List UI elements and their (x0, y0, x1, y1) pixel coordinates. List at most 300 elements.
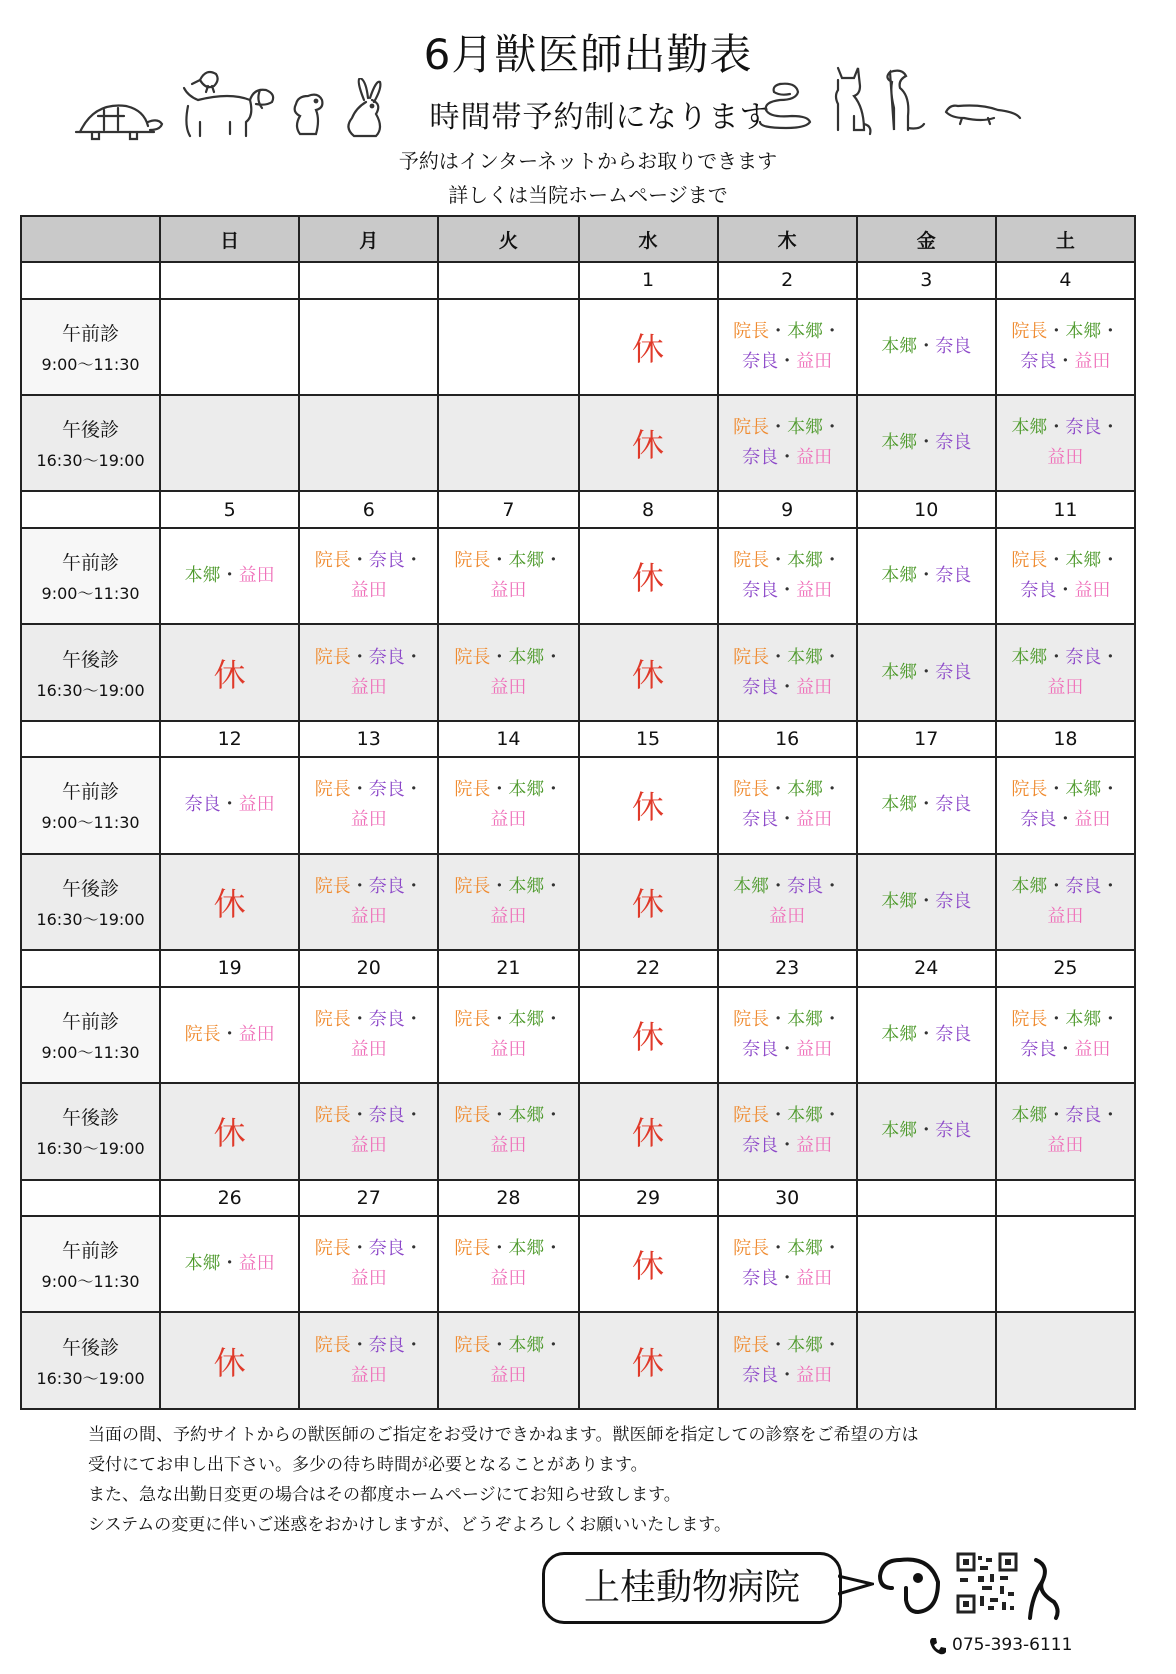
dog-with-bird-icon (180, 66, 280, 140)
doctor-name: 院長 (454, 1008, 491, 1030)
session-time: 16:30〜19:00 (36, 1368, 145, 1388)
doctor-name: 本郷 (1011, 1105, 1048, 1127)
doctor-name: 益田 (350, 1364, 387, 1386)
schedule-cell (438, 1216, 578, 1312)
doctor-name: 奈良 (1065, 875, 1102, 897)
doctor-name: 院長 (454, 1334, 491, 1356)
session-name: 午前診 (62, 1240, 120, 1263)
doctor-name: 本郷 (787, 646, 824, 668)
doctor-name: 奈良 (368, 1334, 405, 1356)
doctor-name: 院長 (454, 646, 491, 668)
schedule-cell (438, 528, 578, 624)
doctor-name: 院長 (733, 1334, 770, 1356)
doctor-name: 益田 (350, 676, 387, 698)
date-cell: 2 (718, 262, 857, 299)
schedule-cell (299, 395, 438, 491)
meerkat-icon (880, 68, 926, 134)
doctor-name: 益田 (1047, 905, 1084, 927)
date-cell: 21 (438, 950, 578, 987)
date-cell (857, 1180, 996, 1217)
date-cell: 3 (857, 262, 996, 299)
date-cell: 6 (299, 491, 438, 528)
doctor-name: 院長 (733, 320, 770, 342)
date-cell: 28 (438, 1180, 578, 1217)
session-name: 午後診 (62, 419, 120, 442)
doctor-name: 院長 (454, 875, 491, 897)
closed-mark: 休 (632, 788, 665, 827)
doctor-name: 益田 (796, 580, 833, 602)
schedule-cell (438, 624, 578, 720)
weekday-thu: 木 (718, 216, 857, 262)
doctor-name: 院長 (184, 1023, 221, 1045)
schedule-cell (718, 1216, 857, 1312)
doctor-name: 本郷 (787, 1008, 824, 1030)
schedule-cell (438, 395, 578, 491)
schedule-cell (438, 854, 578, 950)
schedule-cell (718, 854, 857, 950)
doctor-list: 院長・奈良・ 益田 (314, 1008, 423, 1060)
doctor-name: 院長 (314, 1008, 351, 1030)
date-cell: 26 (160, 1180, 299, 1217)
doctor-list: 院長・本郷・ 奈良・益田 (733, 550, 842, 602)
schedule-cell (996, 624, 1135, 720)
doctor-name: 奈良 (1065, 1105, 1102, 1127)
session-time: 9:00〜11:30 (41, 354, 140, 374)
session-label (21, 299, 160, 395)
date-cell: 24 (857, 950, 996, 987)
schedule-cell (579, 395, 718, 491)
doctor-list: 院長・本郷・ 奈良・益田 (1011, 1008, 1120, 1060)
phone-number: 075-393-6111 (952, 1635, 1073, 1655)
date-row-label (21, 950, 160, 987)
doctor-name: 院長 (314, 779, 351, 801)
doctor-name: 院長 (733, 1238, 770, 1260)
schedule-cell (299, 1083, 438, 1179)
date-cell: 12 (160, 721, 299, 758)
schedule-cell (718, 757, 857, 853)
notice-line: 当面の間、予約サイトからの獣医師のご指定をお受けできかねます。獣医師を指定しての診察をご希望の方は (88, 1425, 919, 1445)
schedule-cell (579, 854, 718, 950)
reservation-note: 予約はインターネットからお取りできます (398, 149, 778, 173)
schedule-cell (299, 528, 438, 624)
doctor-name: 本郷 (508, 550, 545, 572)
doctor-list: 院長・本郷・ 奈良・益田 (733, 646, 842, 698)
doctor-list: 院長・本郷・ 益田 (454, 550, 563, 602)
doctor-list: 本郷・奈良 (881, 661, 972, 683)
doctor-name: 奈良 (368, 1105, 405, 1127)
schedule-cell (996, 987, 1135, 1083)
doctor-name: 益田 (796, 1038, 833, 1060)
doctor-name: 本郷 (733, 875, 770, 897)
doctor-list: 院長・本郷・ 益田 (454, 779, 563, 831)
date-cell: 19 (160, 950, 299, 987)
session-time: 16:30〜19:00 (36, 451, 145, 471)
schedule-cell (299, 299, 438, 395)
doctor-name: 院長 (454, 550, 491, 572)
afternoon-row (21, 854, 1135, 950)
doctor-name: 本郷 (508, 646, 545, 668)
doctor-name: 奈良 (742, 1038, 779, 1060)
doctor-name: 益田 (490, 1268, 527, 1290)
date-cell: 17 (857, 721, 996, 758)
closed-mark: 休 (632, 884, 665, 923)
doctor-list: 院長・本郷・ 奈良・益田 (733, 1238, 842, 1290)
doctor-name: 益田 (1047, 676, 1084, 698)
doctor-name: 益田 (490, 676, 527, 698)
doctor-list: 本郷・奈良 (881, 794, 972, 816)
date-row-label (21, 721, 160, 758)
doctor-name: 益田 (238, 565, 275, 587)
doctor-name: 益田 (490, 905, 527, 927)
homepage-note: 詳しくは当院ホームページまで (448, 183, 728, 207)
weekday-mon: 月 (299, 216, 438, 262)
doctor-name: 本郷 (508, 1238, 545, 1260)
doctor-name: 本郷 (881, 1023, 918, 1045)
doctor-name: 本郷 (881, 1120, 918, 1142)
doctor-name: 益田 (350, 1268, 387, 1290)
doctor-name: 院長 (733, 550, 770, 572)
date-cell: 14 (438, 721, 578, 758)
doctor-name: 奈良 (1020, 350, 1057, 372)
doctor-name: 本郷 (508, 1105, 545, 1127)
schedule-cell (718, 395, 857, 491)
closed-mark: 休 (213, 655, 246, 694)
doctor-name: 奈良 (935, 432, 972, 454)
closed-mark: 休 (632, 559, 665, 598)
doctor-list: 院長・本郷・ 益田 (454, 1238, 563, 1290)
schedule-cell (299, 854, 438, 950)
doctor-list: 院長・奈良・ 益田 (314, 779, 423, 831)
schedule-cell (718, 1083, 857, 1179)
date-cell: 8 (579, 491, 718, 528)
doctor-name: 奈良 (742, 676, 779, 698)
doctor-name: 奈良 (184, 794, 221, 816)
schedule-table (20, 215, 1136, 1410)
schedule-cell (718, 624, 857, 720)
session-label (21, 1083, 160, 1179)
session-name: 午前診 (62, 1010, 120, 1033)
doctor-name: 奈良 (935, 1023, 972, 1045)
schedule-cell (857, 528, 996, 624)
doctor-list: 本郷・奈良 (881, 1120, 972, 1142)
turtle-icon (74, 98, 166, 142)
doctor-name: 奈良 (368, 1238, 405, 1260)
date-row (21, 1180, 1135, 1217)
doctor-name: 益田 (769, 905, 806, 927)
schedule-cell (438, 757, 578, 853)
date-row-label (21, 1180, 160, 1217)
doctor-list: 本郷・益田 (184, 1253, 275, 1275)
session-name: 午前診 (62, 552, 120, 575)
session-label (21, 854, 160, 950)
date-row (21, 491, 1135, 528)
doctor-list: 院長・本郷・ 益田 (454, 1105, 563, 1157)
doctor-name: 益田 (796, 809, 833, 831)
notice-line: また、急な出勤日変更の場合はその都度ホームページにてお知らせ致します。 (88, 1485, 681, 1505)
doctor-name: 院長 (733, 1008, 770, 1030)
doctor-name: 院長 (733, 1105, 770, 1127)
schedule-cell (160, 987, 299, 1083)
schedule-cell (857, 1216, 996, 1312)
closed-mark: 休 (213, 1343, 246, 1382)
doctor-name: 院長 (314, 1334, 351, 1356)
session-label (21, 987, 160, 1083)
doctor-name: 本郷 (787, 417, 824, 439)
schedule-cell (996, 395, 1135, 491)
doctor-name: 本郷 (1065, 550, 1102, 572)
doctor-name: 奈良 (742, 809, 779, 831)
doctor-list: 院長・奈良・ 益田 (314, 646, 423, 698)
schedule-cell (996, 854, 1135, 950)
doctor-list: 本郷・奈良 (881, 890, 972, 912)
doctor-name: 本郷 (787, 1334, 824, 1356)
page-title: 6月獣医師出勤表 (423, 30, 753, 79)
doctor-name: 奈良 (1065, 646, 1102, 668)
speech-tail-icon (838, 1572, 874, 1600)
cat-icon (824, 64, 874, 136)
doctor-name: 奈良 (742, 447, 779, 469)
date-cell: 30 (718, 1180, 857, 1217)
doctor-list: 本郷・奈良 (881, 335, 972, 357)
doctor-name: 院長 (454, 1105, 491, 1127)
doctor-name: 奈良 (935, 890, 972, 912)
doctor-name: 院長 (1011, 1008, 1048, 1030)
doctor-list: 院長・本郷・ 奈良・益田 (733, 320, 842, 372)
schedule-cell (579, 1083, 718, 1179)
clinic-name-bubble (542, 1552, 842, 1624)
schedule-cell (299, 624, 438, 720)
doctor-name: 院長 (733, 417, 770, 439)
doctor-name: 本郷 (787, 320, 824, 342)
schedule-cell (857, 757, 996, 853)
doctor-name: 本郷 (787, 550, 824, 572)
dog-face-icon (878, 1552, 944, 1622)
doctor-name: 奈良 (935, 794, 972, 816)
doctor-name: 本郷 (508, 1334, 545, 1356)
doctor-name: 本郷 (881, 335, 918, 357)
session-name: 午後診 (62, 1336, 120, 1359)
rabbit-icon (342, 78, 386, 140)
schedule-cell (718, 299, 857, 395)
doctor-name: 益田 (796, 676, 833, 698)
doctor-list: 院長・本郷・ 益田 (454, 1334, 563, 1386)
session-time: 9:00〜11:30 (41, 584, 140, 604)
session-name: 午後診 (62, 648, 120, 671)
date-cell: 18 (996, 721, 1135, 758)
closed-mark: 休 (213, 884, 246, 923)
qr-code-icon (956, 1552, 1018, 1614)
session-time: 9:00〜11:30 (41, 1042, 140, 1062)
schedule-cell (438, 987, 578, 1083)
doctor-list: 本郷・奈良 (881, 565, 972, 587)
date-cell: 11 (996, 491, 1135, 528)
morning-row (21, 1216, 1135, 1312)
schedule-cell (996, 299, 1135, 395)
session-name: 午前診 (62, 322, 120, 345)
date-row (21, 721, 1135, 758)
doctor-list: 院長・本郷・ 奈良・益田 (1011, 320, 1120, 372)
doctor-list: 院長・奈良・ 益田 (314, 875, 423, 927)
date-row (21, 262, 1135, 299)
doctor-name: 益田 (490, 1038, 527, 1060)
date-cell: 4 (996, 262, 1135, 299)
date-row (21, 950, 1135, 987)
schedule-cell (438, 1083, 578, 1179)
date-row-label (21, 491, 160, 528)
schedule-cell (160, 757, 299, 853)
session-label (21, 528, 160, 624)
ferret-icon (942, 100, 1022, 128)
date-cell (299, 262, 438, 299)
schedule-cell (160, 395, 299, 491)
doctor-list: 院長・本郷・ 益田 (454, 646, 563, 698)
schedule-cell (579, 1216, 718, 1312)
doctor-name: 本郷 (1011, 875, 1048, 897)
doctor-name: 益田 (796, 1268, 833, 1290)
doctor-name: 本郷 (508, 1008, 545, 1030)
date-cell: 1 (579, 262, 718, 299)
doctor-name: 奈良 (935, 335, 972, 357)
doctor-name: 奈良 (742, 1364, 779, 1386)
doctor-name: 奈良 (368, 550, 405, 572)
afternoon-row (21, 624, 1135, 720)
doctor-name: 益田 (1074, 1038, 1111, 1060)
doctor-name: 益田 (490, 809, 527, 831)
session-time: 16:30〜19:00 (36, 909, 145, 929)
doctor-name: 本郷 (1065, 1008, 1102, 1030)
doctor-name: 本郷 (1011, 646, 1048, 668)
doctor-name: 本郷 (881, 890, 918, 912)
doctor-name: 院長 (1011, 320, 1048, 342)
closed-mark: 休 (632, 426, 665, 465)
doctor-name: 益田 (350, 1135, 387, 1157)
session-label (21, 624, 160, 720)
weekday-fri: 金 (857, 216, 996, 262)
doctor-name: 益田 (1074, 809, 1111, 831)
doctor-list: 本郷・奈良 (881, 1023, 972, 1045)
closed-mark: 休 (632, 655, 665, 694)
schedule-cell (996, 757, 1135, 853)
closed-mark: 休 (632, 1017, 665, 1056)
schedule-body (21, 262, 1135, 1409)
schedule-cell (857, 987, 996, 1083)
doctor-name: 益田 (1074, 580, 1111, 602)
weekday-header (21, 216, 1135, 262)
doctor-list: 院長・本郷・ 奈良・益田 (733, 1008, 842, 1060)
schedule-cell (579, 987, 718, 1083)
weekday-wed: 水 (579, 216, 718, 262)
doctor-name: 益田 (238, 1253, 275, 1275)
schedule-cell (160, 528, 299, 624)
doctor-list: 院長・奈良・ 益田 (314, 1105, 423, 1157)
doctor-list: 本郷・奈良・ 益田 (1011, 1105, 1120, 1157)
session-label (21, 1216, 160, 1312)
schedule-cell (857, 624, 996, 720)
schedule-cell (996, 528, 1135, 624)
session-time: 9:00〜11:30 (41, 813, 140, 833)
doctor-name: 本郷 (787, 1105, 824, 1127)
session-time: 16:30〜19:00 (36, 1139, 145, 1159)
date-row-label (21, 262, 160, 299)
schedule-cell (996, 1216, 1135, 1312)
doctor-name: 院長 (314, 646, 351, 668)
doctor-name: 益田 (350, 580, 387, 602)
doctor-name: 奈良 (1020, 580, 1057, 602)
closed-mark: 休 (632, 1343, 665, 1382)
doctor-name: 院長 (314, 550, 351, 572)
doctor-name: 本郷 (508, 875, 545, 897)
doctor-list: 本郷・奈良・ 益田 (1011, 417, 1120, 469)
doctor-name: 奈良 (742, 1135, 779, 1157)
doctor-name: 奈良 (1020, 809, 1057, 831)
closed-mark: 休 (632, 1114, 665, 1153)
date-cell: 20 (299, 950, 438, 987)
doctor-name: 本郷 (508, 779, 545, 801)
doctor-name: 奈良 (935, 661, 972, 683)
session-label (21, 1312, 160, 1409)
doctor-name: 本郷 (1065, 320, 1102, 342)
session-name: 午後診 (62, 877, 120, 900)
doctor-name: 院長 (733, 646, 770, 668)
date-cell: 13 (299, 721, 438, 758)
doctor-name: 奈良 (1065, 417, 1102, 439)
doctor-list: 本郷・益田 (184, 565, 275, 587)
morning-row (21, 757, 1135, 853)
doctor-name: 奈良 (935, 1120, 972, 1142)
doctor-name: 奈良 (742, 580, 779, 602)
doctor-name: 奈良 (935, 565, 972, 587)
schedule-cell (857, 395, 996, 491)
schedule-cell (299, 1216, 438, 1312)
date-cell (160, 262, 299, 299)
doctor-name: 本郷 (1011, 417, 1048, 439)
session-label (21, 395, 160, 491)
doctor-name: 院長 (454, 779, 491, 801)
doctor-name: 奈良 (742, 1268, 779, 1290)
date-cell: 22 (579, 950, 718, 987)
doctor-name: 益田 (350, 905, 387, 927)
doctor-name: 本郷 (881, 432, 918, 454)
doctor-name: 奈良 (1020, 1038, 1057, 1060)
schedule-cell (438, 1312, 578, 1409)
schedule-cell (299, 757, 438, 853)
schedule-cell (160, 624, 299, 720)
doctor-name: 院長 (733, 779, 770, 801)
notice-line: システムの変更に伴いご迷惑をおかけしますが、どうぞよろしくお願いいたします。 (88, 1515, 731, 1535)
doctor-name: 益田 (796, 447, 833, 469)
date-cell: 9 (718, 491, 857, 528)
squirrel-icon (288, 90, 328, 138)
afternoon-row (21, 395, 1135, 491)
date-cell (996, 1180, 1135, 1217)
notice-line: 受付にてお申し出下さい。多少の待ち時間が必要となることがあります。 (88, 1455, 648, 1475)
date-cell: 25 (996, 950, 1135, 987)
schedule-cell (857, 854, 996, 950)
session-time: 9:00〜11:30 (41, 1272, 140, 1292)
doctor-name: 院長 (1011, 550, 1048, 572)
schedule-cell (579, 757, 718, 853)
schedule-cell (579, 1312, 718, 1409)
closed-mark: 休 (632, 1247, 665, 1286)
doctor-list: 院長・奈良・ 益田 (314, 1238, 423, 1290)
morning-row (21, 299, 1135, 395)
schedule-cell (718, 528, 857, 624)
doctor-name: 院長 (454, 1238, 491, 1260)
doctor-list: 本郷・奈良・ 益田 (1011, 646, 1120, 698)
doctor-name: 奈良 (742, 350, 779, 372)
doctor-name: 本郷 (184, 565, 221, 587)
schedule-cell (579, 299, 718, 395)
